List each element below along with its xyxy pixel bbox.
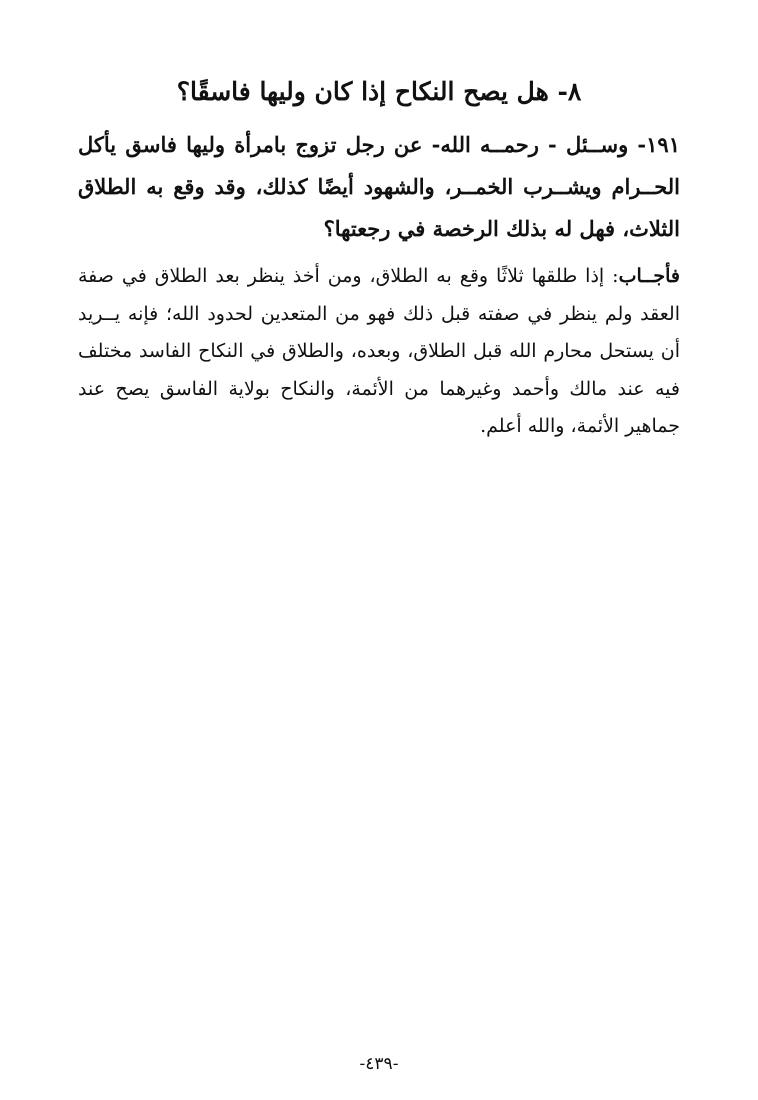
question-paragraph: ١٩١- وســئل - رحمــه الله- عن رجل تزوج بامرأة وليها فاسق يأكل الحــرام ويشــرب الخمــر، والشهود أيضًا كذلك، وقد وقع به الطلاق الثلاث، فهل له بذلك الرخصة في رجعتها؟: [78, 132, 680, 241]
page-number: -٤٣٩-: [359, 1054, 399, 1074]
answer-paragraph: [78, 258, 680, 446]
answer-label: فأجــاب: [618, 265, 680, 287]
answer-text: : إذا طلقها ثلاثًا وقع به الطلاق، ومن أخذ ينظر بعد الطلاق في صفة العقد ولم ينظر في صفته قبل ذلك فهو من المتعدين لحدود الله؛ فإنه يــريد أن يستحل محارم الله قبل الطلاق، وبعده، والطلاق في النكاح الفاسد مختلف فيه عند مالك وأحمد وغيرهما من الأئمة، والنكاح بولاية الفاسق يصح عند جماهير الأئمة، والله أعلم.: [78, 265, 680, 437]
page-body: [78, 72, 680, 446]
section-heading: ٨- هل يصح النكاح إذا كان وليها فاسقًا؟: [176, 77, 582, 106]
